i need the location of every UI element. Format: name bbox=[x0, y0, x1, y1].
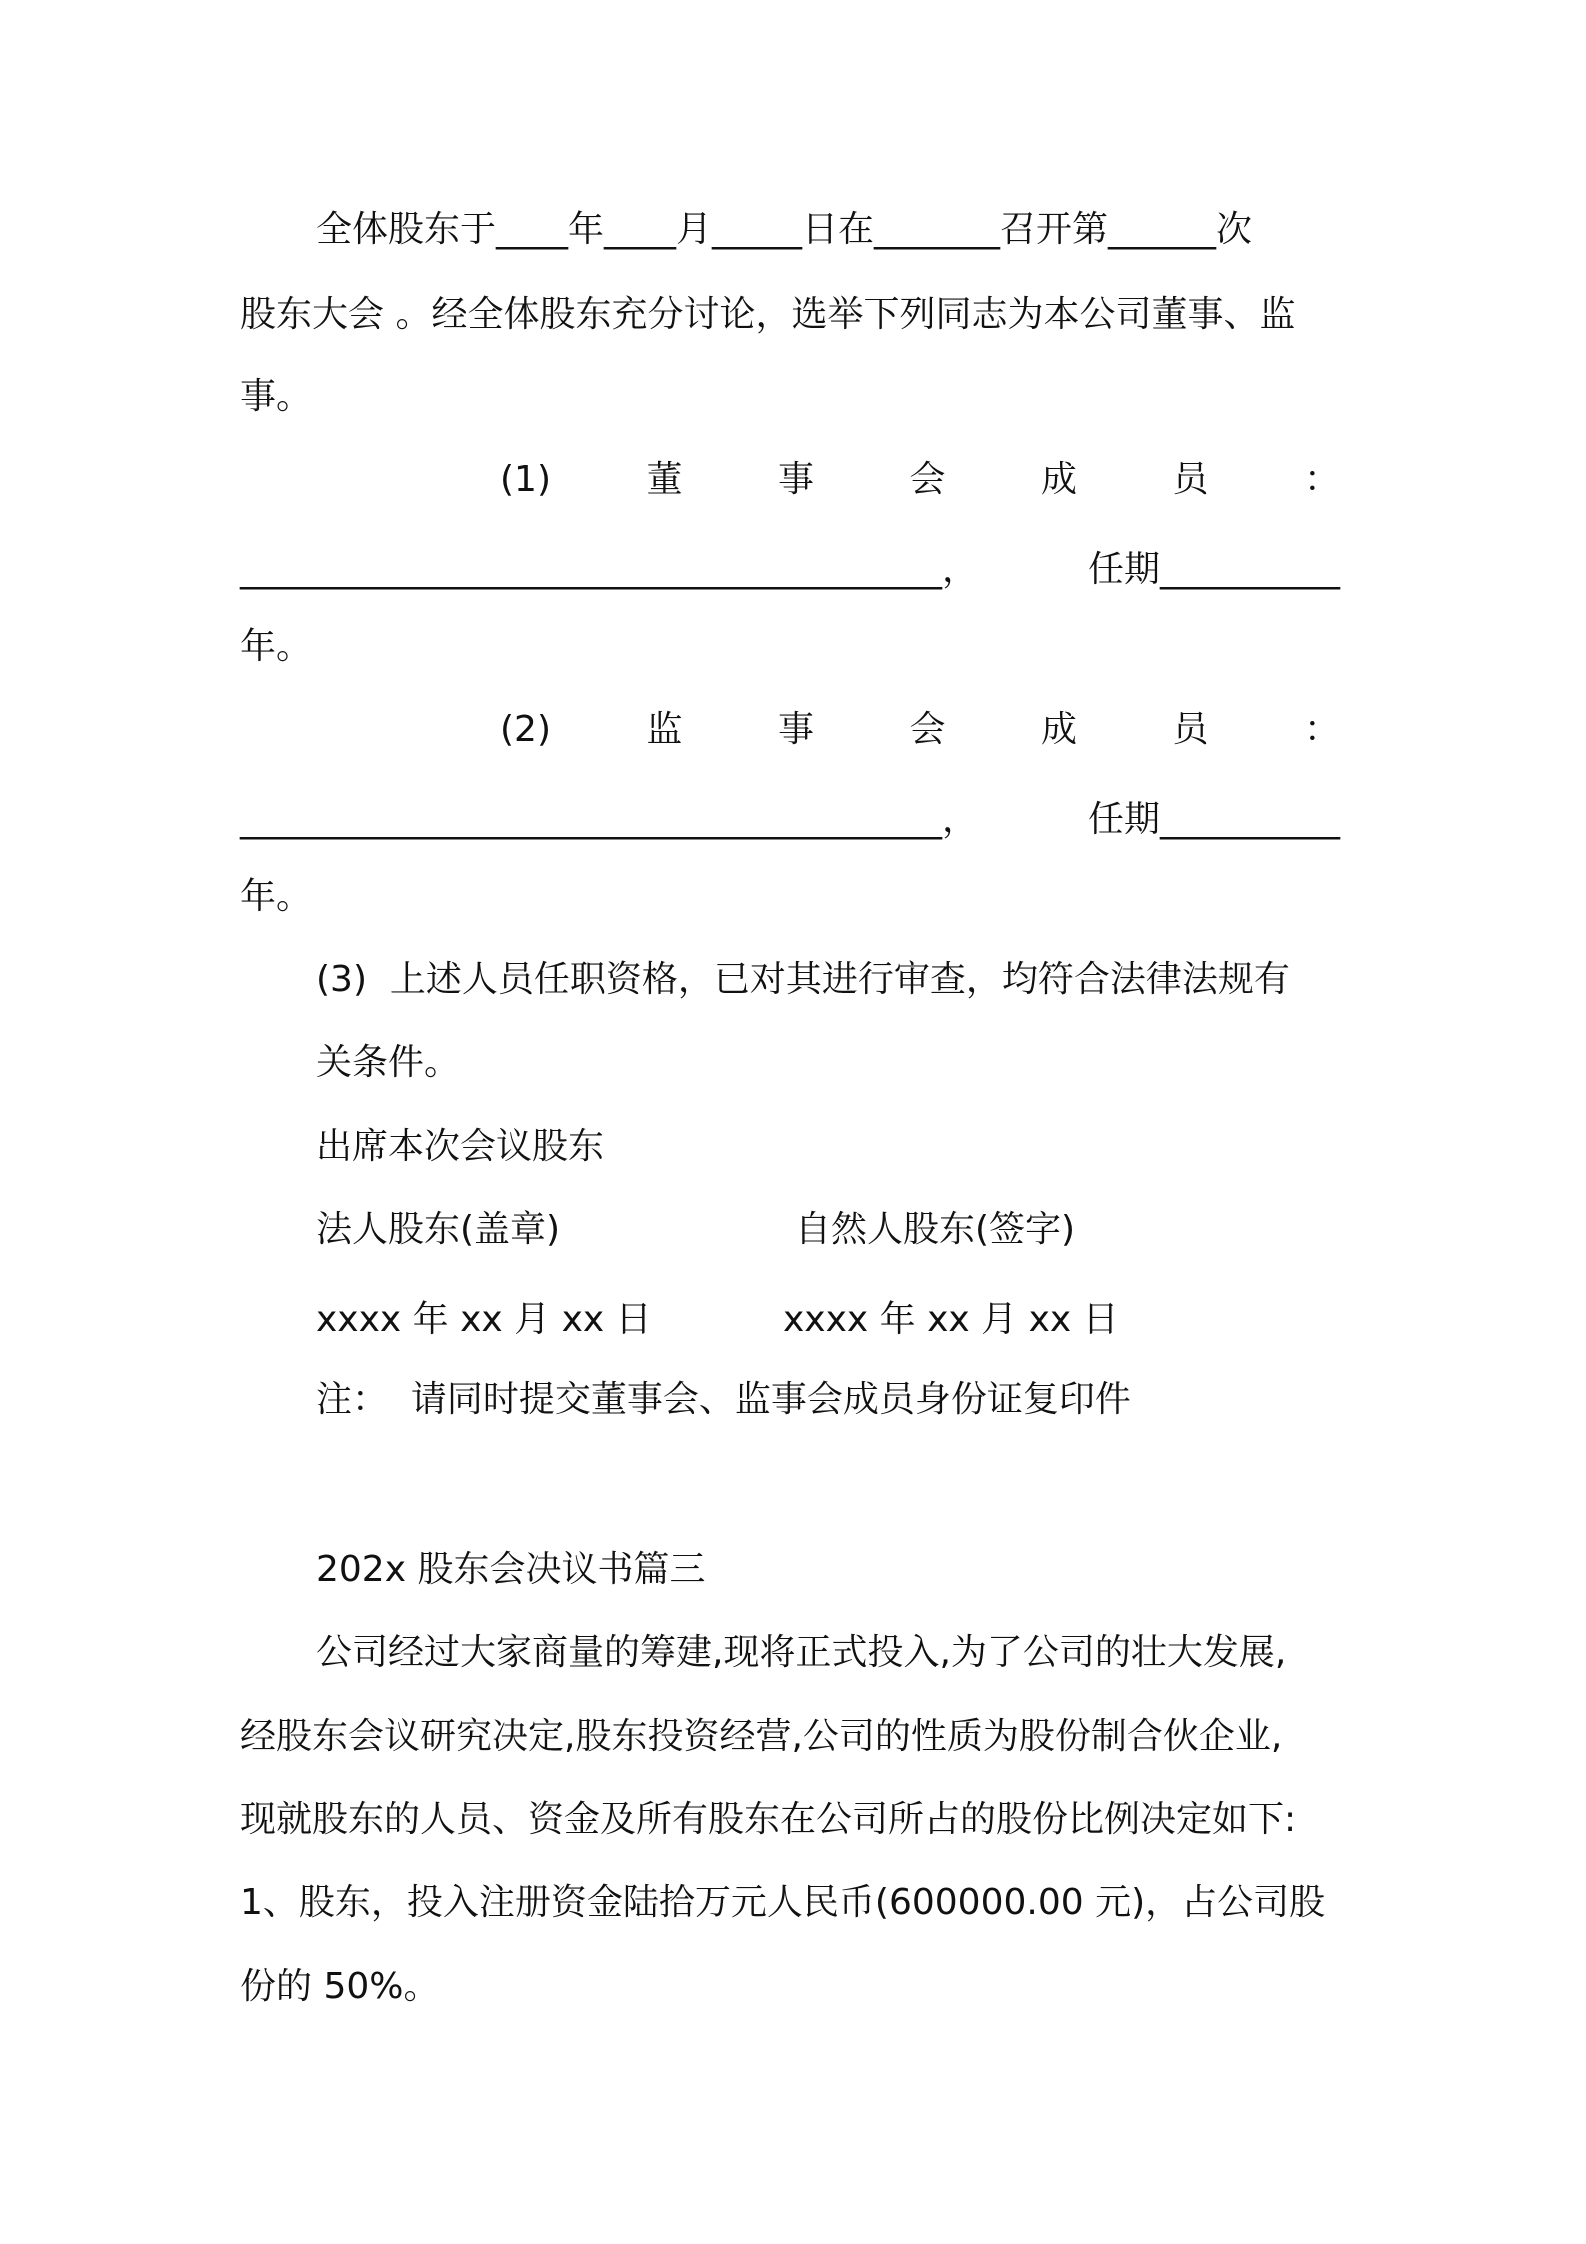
item3-line-1: (3) 上述人员任职资格，已对其进行审查，均符合法律法规有 bbox=[316, 959, 1290, 1000]
item1-blank: _______________________________________， bbox=[240, 549, 978, 590]
attendees-label: 出席本次会议股东 bbox=[316, 1126, 605, 1167]
item2-blank-line bbox=[240, 795, 1340, 845]
item2-char: 员 bbox=[1172, 709, 1209, 750]
item1-char: 董 bbox=[646, 459, 683, 500]
item2-heading bbox=[500, 705, 1340, 755]
section-three-heading: 202x 股东会决议书篇三 bbox=[316, 1549, 706, 1590]
section-three-para-line-2: 经股东会议研究决定,股东投资经营,公司的性质为股份制合伙企业, bbox=[240, 1716, 1283, 1757]
item2-end: 年。 bbox=[240, 876, 313, 917]
section-three-para-line-3: 现就股东的人员、资金及所有股东在公司所占的股份比例决定如下: bbox=[240, 1799, 1297, 1840]
item1-heading bbox=[500, 455, 1340, 505]
note: 注： 请同时提交董事会、监事会成员身份证复印件 bbox=[316, 1379, 1131, 1420]
item2-blank: _______________________________________， bbox=[240, 799, 978, 840]
section-three-item1-line-1: 1、股东，投入注册资金陆拾万元人民币(600000.00 元)，占公司股 bbox=[240, 1882, 1326, 1923]
item2-number: (2) bbox=[500, 709, 551, 750]
intro-line-1: 全体股东于____年____月_____日在_______召开第______次 bbox=[316, 209, 1253, 250]
intro-line-2: 股东大会 。经全体股东充分讨论，选举下列同志为本公司董事、监 bbox=[240, 294, 1296, 335]
intro-line-3: 事。 bbox=[240, 376, 313, 417]
date-right: xxxx 年 xx 月 xx 日 bbox=[783, 1299, 1119, 1340]
item2-term: 任期__________ bbox=[1087, 799, 1340, 840]
natural-shareholder-label: 自然人股东(签字) bbox=[795, 1209, 1076, 1250]
item1-char: ： bbox=[1303, 459, 1340, 500]
item1-char: 会 bbox=[909, 459, 946, 500]
item2-char: 监 bbox=[646, 709, 683, 750]
item1-char: 员 bbox=[1172, 459, 1209, 500]
item1-char: 事 bbox=[777, 459, 814, 500]
item1-term: 任期__________ bbox=[1087, 549, 1340, 590]
item1-blank-line bbox=[240, 545, 1340, 595]
item3-line-2: 关条件。 bbox=[316, 1042, 461, 1083]
section-three-item1-line-2: 份的 50%。 bbox=[240, 1966, 440, 2007]
date-left: xxxx 年 xx 月 xx 日 bbox=[316, 1299, 652, 1340]
item2-char: ： bbox=[1303, 709, 1340, 750]
section-three-para-line-1: 公司经过大家商量的筹建,现将正式投入,为了公司的壮大发展, bbox=[316, 1632, 1287, 1673]
legal-shareholder-label: 法人股东(盖章) bbox=[316, 1209, 561, 1250]
item2-char: 会 bbox=[909, 709, 946, 750]
item1-number: (1) bbox=[500, 459, 551, 500]
item1-char: 成 bbox=[1040, 459, 1077, 500]
item2-char: 事 bbox=[777, 709, 814, 750]
item2-char: 成 bbox=[1040, 709, 1077, 750]
item1-end: 年。 bbox=[240, 626, 313, 667]
